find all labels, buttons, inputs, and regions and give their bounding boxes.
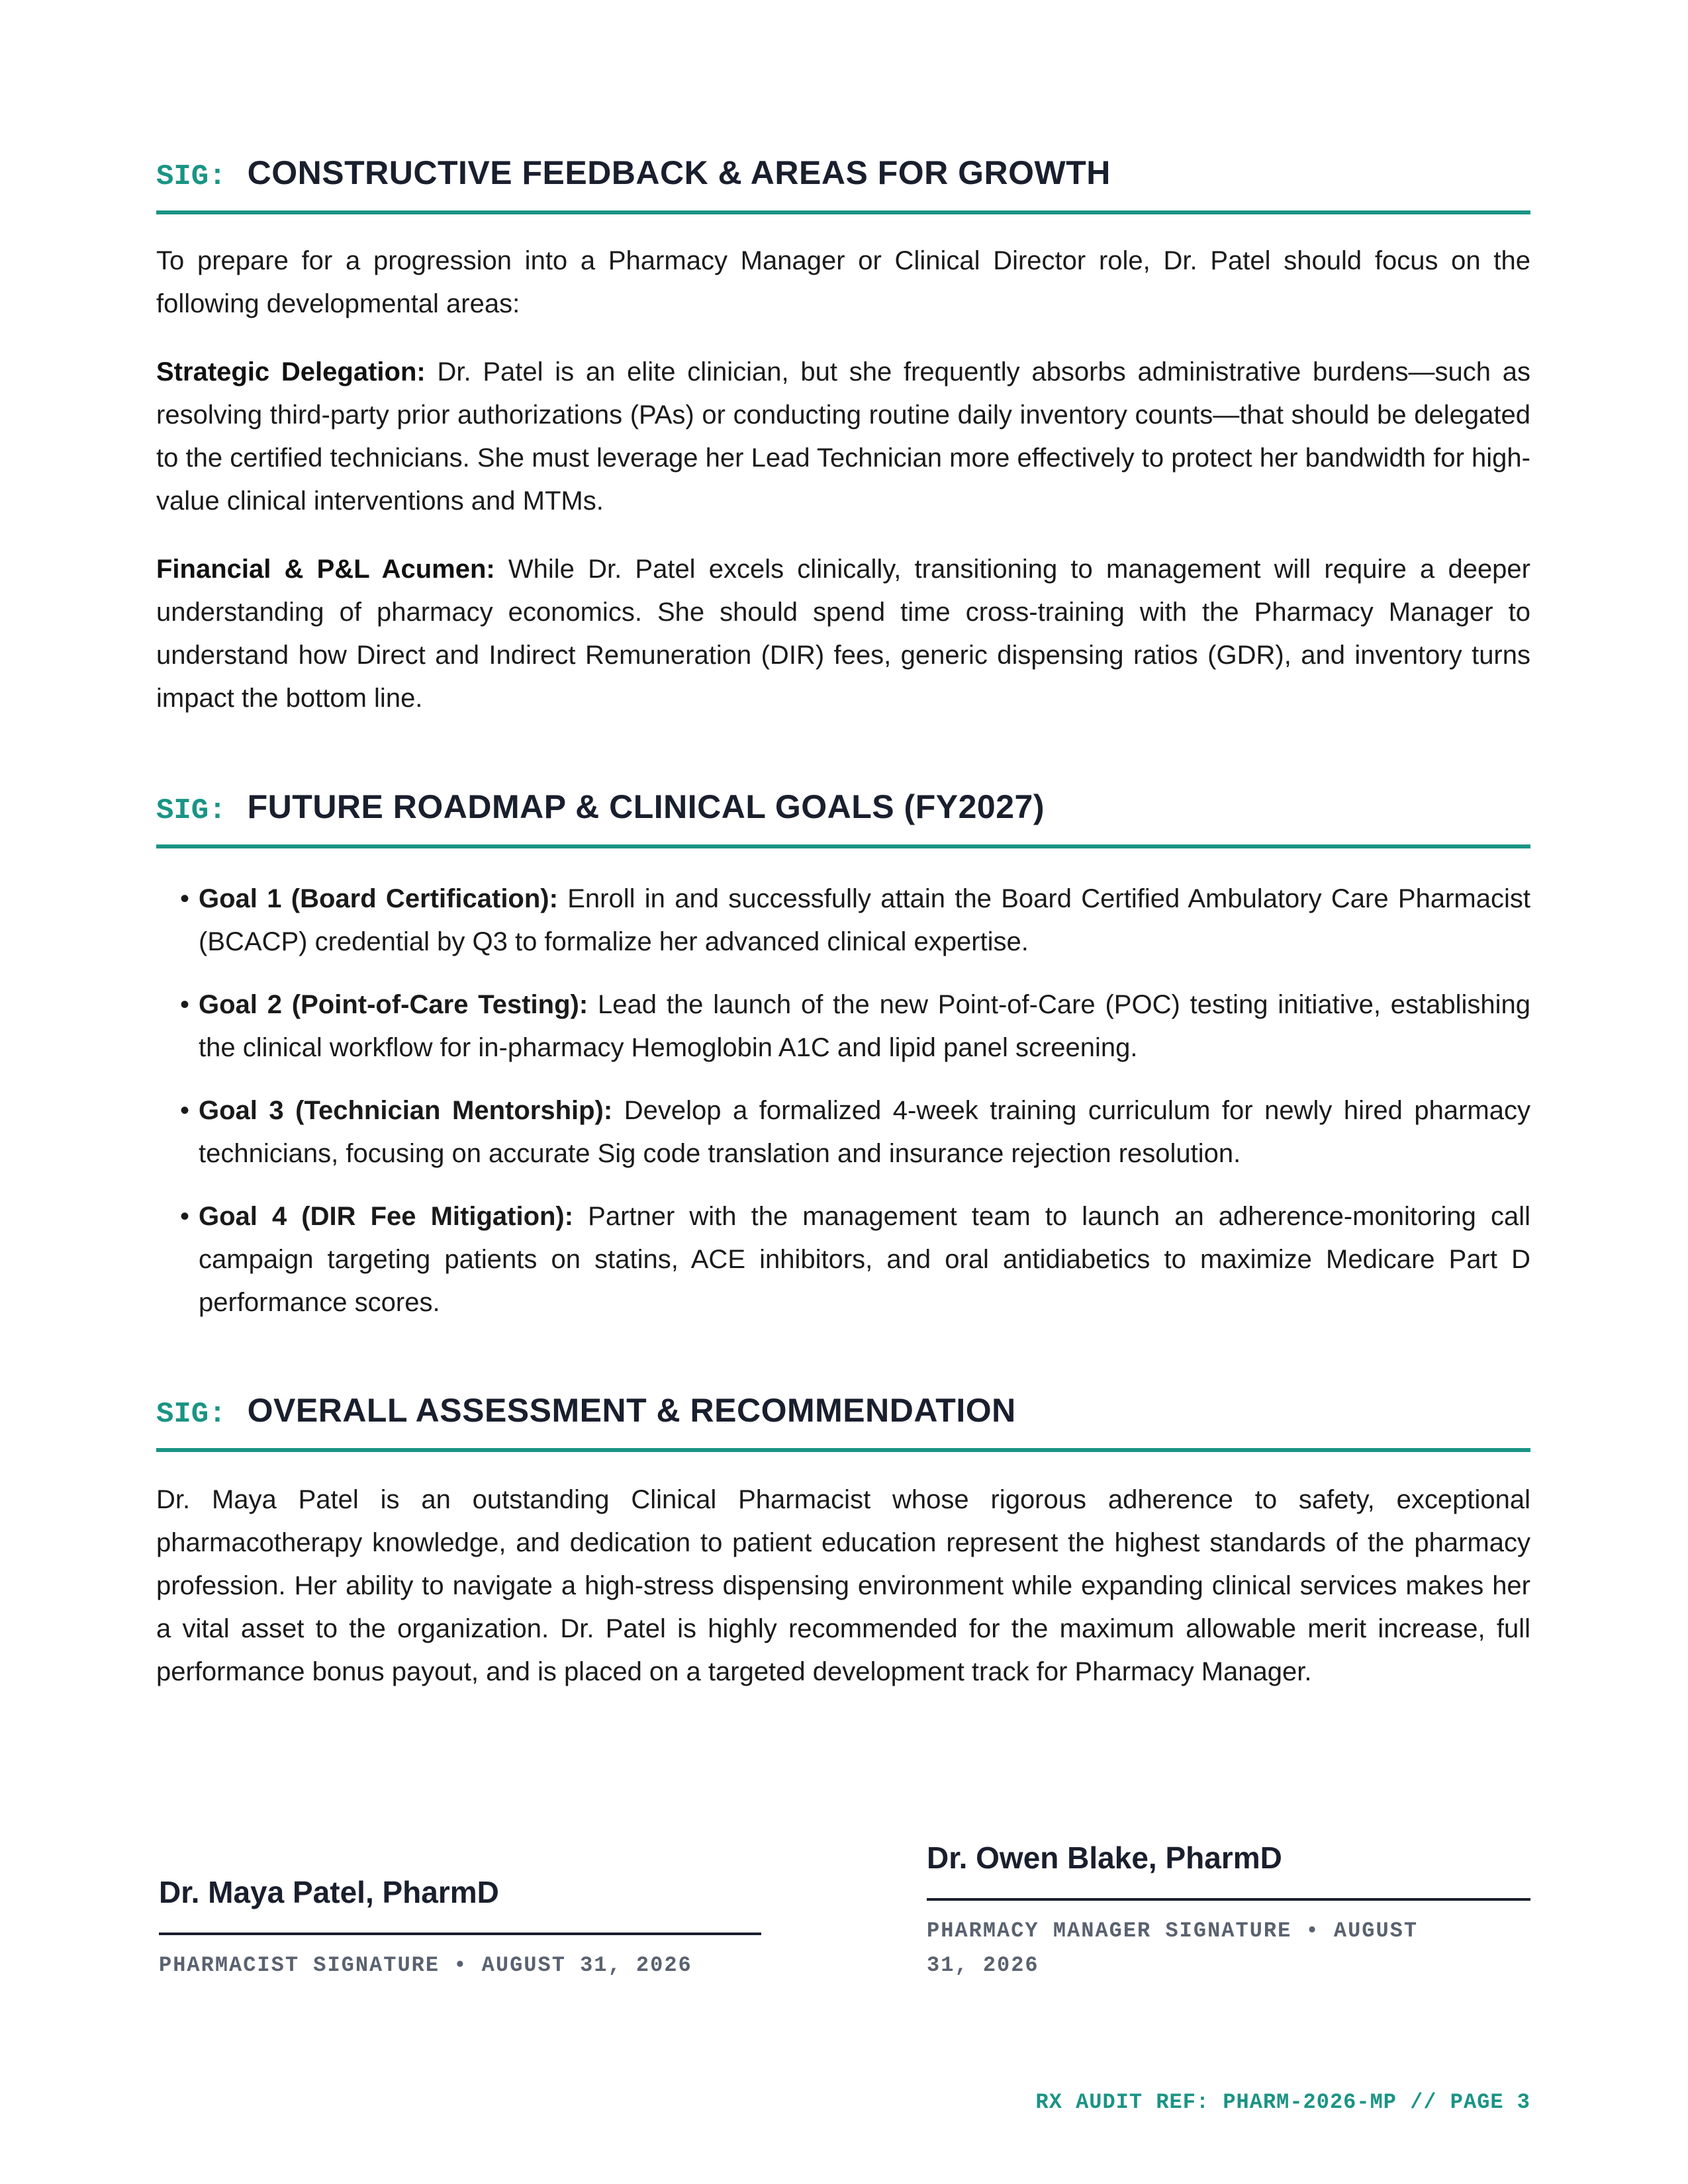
feedback-item-financial xyxy=(156,548,1530,720)
pharmacist-signature-caption: PHARMACIST SIGNATURE • AUGUST 31, 2026 xyxy=(159,1953,692,1978)
bullet-icon: • xyxy=(180,884,190,913)
goal-text: Develop a formalized 4-week training curriculum for newly hired pharmacy technicians, focusing on accurate Sig code translation and insurance rejection resolution. xyxy=(199,1096,1530,1168)
feedback-item-label: Financial & P&L Acumen: xyxy=(156,555,495,584)
bullet-icon: • xyxy=(180,990,190,1019)
manager-signature-caption: PHARMACY MANAGER SIGNATURE • AUGUST 31, 2026 xyxy=(927,1919,1419,1978)
section-intro: To prepare for a progression into a Pharmacy Manager or Clinical Director role, Dr. Patel should focus on the following developmental areas: xyxy=(156,246,1530,318)
goal-text: Partner with the management team to launch an adherence-monitoring call campaign targeting patients on statins, ACE inhibitors, and oral antidiabetics to maximize Medicare Part D performance scores. xyxy=(199,1202,1530,1317)
goals-list xyxy=(156,878,1530,1324)
goal-label: Goal 4 (DIR Fee Mitigation): xyxy=(199,1202,574,1231)
section-header xyxy=(156,1391,1530,1452)
section-overall-assessment xyxy=(156,1391,1530,1694)
bullet-icon: • xyxy=(180,1202,190,1231)
sig-tag: SIG: xyxy=(156,160,226,193)
goal-item xyxy=(156,1195,1530,1324)
feedback-item-label: Strategic Delegation: xyxy=(156,357,426,387)
sig-tag: SIG: xyxy=(156,794,226,827)
goal-item xyxy=(156,1089,1530,1175)
section-header xyxy=(156,788,1530,848)
section-header xyxy=(156,154,1530,214)
section-title: OVERALL ASSESSMENT & RECOMMENDATION xyxy=(247,1392,1016,1429)
signature-line xyxy=(927,1898,1530,1901)
goal-label: Goal 2 (Point-of-Care Testing): xyxy=(199,990,588,1019)
sig-tag: SIG: xyxy=(156,1398,226,1431)
bullet-icon: • xyxy=(180,1096,190,1125)
section-title: CONSTRUCTIVE FEEDBACK & AREAS FOR GROWTH xyxy=(247,154,1111,191)
assessment-body: Dr. Maya Patel is an outstanding Clinical Pharmacist whose rigorous adherence to safety, exceptional pharmacotherapy knowledge, and dedication to patient education represent the highest standards of the pharmacy profession. Her ability to navigate a high-stress dispensing environment while expanding clinical services makes her a vital asset to the organization. Dr. Patel is highly recommended for the maximum allowable merit increase, full performance bonus payout, and is placed on a targeted development track for Pharmacy Manager. xyxy=(156,1485,1530,1686)
pharmacist-name: Dr. Maya Patel, PharmD xyxy=(159,1875,499,1909)
feedback-item-text: While Dr. Patel excels clinically, transitioning to management will require a deeper understanding of pharmacy economics. She should spend time cross-training with the Pharmacy Manager to understand how Direct and Indirect Remuneration (DIR) fees, generic dispensing ratios (GDR), and inventory turns impact the bottom line. xyxy=(156,555,1530,713)
section-future-roadmap xyxy=(156,788,1530,1324)
goal-label: Goal 3 (Technician Mentorship): xyxy=(199,1096,613,1125)
manager-name: Dr. Owen Blake, PharmD xyxy=(927,1841,1282,1875)
manager-signature-block xyxy=(927,1840,1530,1983)
signature-line xyxy=(159,1933,761,1935)
goal-label: Goal 1 (Board Certification): xyxy=(199,884,558,913)
goal-item xyxy=(156,983,1530,1069)
feedback-item-delegation xyxy=(156,351,1530,523)
section-title: FUTURE ROADMAP & CLINICAL GOALS (FY2027) xyxy=(247,788,1045,825)
goal-item xyxy=(156,878,1530,964)
audit-reference-footer: RX AUDIT REF: PHARM-2026-MP // PAGE 3 xyxy=(1035,2090,1530,2115)
feedback-item-text: Dr. Patel is an elite clinician, but she frequently absorbs administrative burdens—such as resolving third-party prior authorizations (PAs) or conducting routine daily inventory counts—that should be delegated to the certified technicians. She must leverage her Lead Technician more effectively to protect her bandwidth for high-value clinical interventions and MTMs. xyxy=(156,357,1531,516)
goal-text: Lead the launch of the new Point-of-Care (POC) testing initiative, establishing the clinical workflow for in-pharmacy Hemoglobin A1C and lipid panel screening. xyxy=(199,990,1531,1062)
goal-text: Enroll in and successfully attain the Board Certified Ambulatory Care Pharmacist (BCACP) credential by Q3 to formalize her advanced clinical expertise. xyxy=(199,884,1530,956)
section-constructive-feedback xyxy=(156,154,1530,720)
pharmacist-signature-block xyxy=(159,1874,761,1983)
